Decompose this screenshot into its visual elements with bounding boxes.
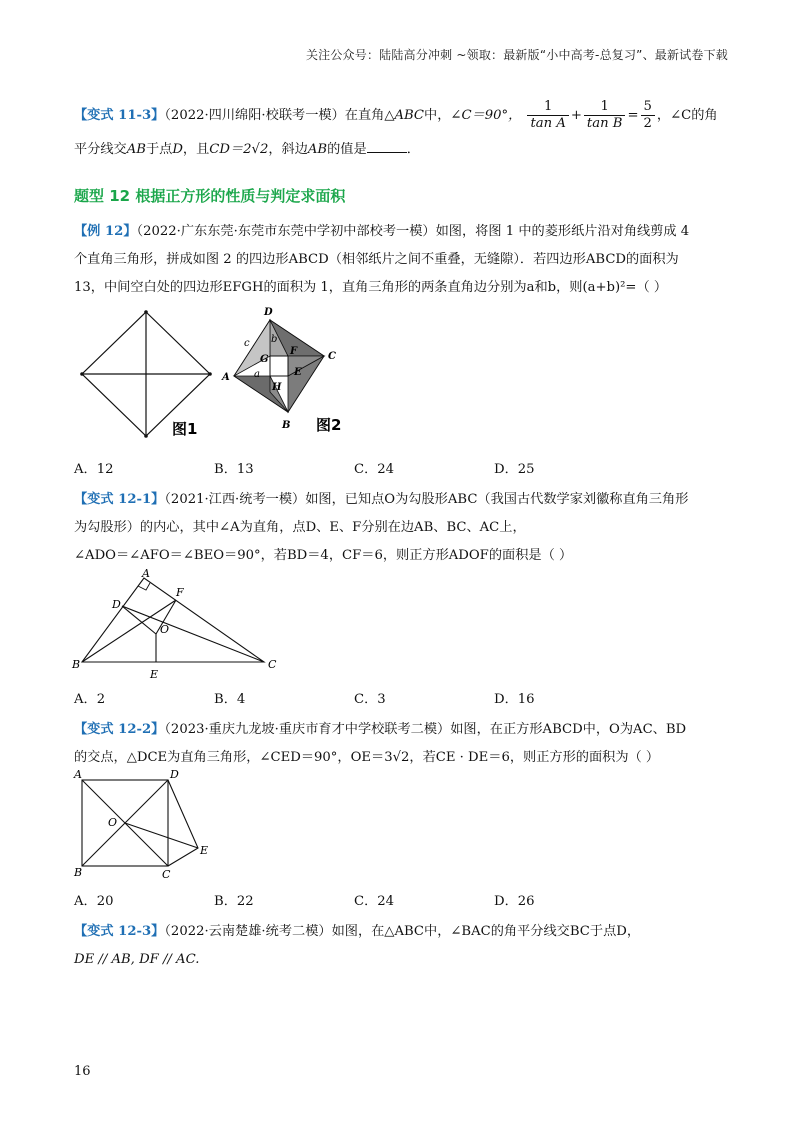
point-label: D [170, 768, 179, 781]
text-run: 中， [424, 108, 451, 123]
point-label: H [272, 382, 282, 393]
question-12-1-line3: ∠ADO＝∠AFO＝∠BEO＝90°，若BD＝4，CF＝6，则正方形ADOF的面积是（ ） [74, 548, 573, 563]
question-12-3-line2: DE // AB, DF // AC. [74, 952, 200, 967]
question-12-1-line2: 为勾股形）的内心，其中∠A为直角，点D、E、F分别在边AB、BC、AC上， [74, 520, 526, 535]
point-label: A [74, 768, 82, 781]
text-run: （2021·江西·统考一模）如图，已知点O为勾股形ABC（我国古代数学家刘徽称直角三角形 [164, 492, 689, 507]
point-label: c [244, 338, 250, 349]
point-label: E [150, 668, 159, 681]
choice-c[interactable]: C．24 [354, 462, 395, 477]
text-run: 的值是 [327, 142, 367, 157]
question-12-2-line1 [74, 716, 730, 744]
fraction-3 [641, 99, 655, 132]
choice-d[interactable]: D．16 [494, 692, 535, 707]
question-12-1-line1 [74, 486, 730, 514]
text-run: （2023·重庆九龙坡·重庆市育才中学校联考二模）如图，在正方形ABCD中，O为AC、BD [164, 722, 687, 737]
choice-b[interactable]: B．22 [214, 894, 254, 909]
operator: = [627, 108, 639, 123]
choice-d[interactable]: D．25 [494, 462, 535, 477]
fraction-2 [584, 99, 626, 132]
point-label: C [268, 658, 277, 671]
math-text: AB [126, 142, 146, 157]
text-run: 于点 [145, 142, 173, 157]
point-label: F [290, 346, 298, 357]
point-label: C [162, 868, 171, 881]
figure-2-pinwheel [221, 307, 341, 434]
point-label: E [294, 367, 302, 378]
example-12-line2: 个直角三角形，拼成如图 2 的四边形ABCD（相邻纸片之间不重叠，无缝隙）．若四边形ABCD的面积为 [74, 252, 679, 267]
figure-1-label: 图1 [172, 420, 198, 438]
choice-c[interactable]: C．24 [354, 894, 395, 909]
numerator: 1 [584, 99, 626, 116]
question-12-2-choices [74, 888, 730, 916]
math-text: ∠C＝90°， [450, 108, 522, 123]
math-text: CD＝2√2 [209, 142, 269, 157]
choice-a[interactable]: A．12 [74, 462, 114, 477]
text-run: 平分线交 [74, 142, 127, 157]
point-label: A [222, 372, 230, 383]
math-text: AB [307, 142, 328, 157]
text-run: ，斜边 [268, 142, 308, 157]
question-12-1-choices [74, 686, 730, 714]
point-label: F [176, 586, 184, 599]
question-11-3-line2 [74, 136, 730, 164]
text-run: （2022·广东东莞·东莞市东莞中学初中部校考一模）如图，将图 1 中的菱形纸片沿对角线剪成 4 [136, 224, 690, 239]
point-label: b [271, 334, 278, 345]
choice-b[interactable]: B．4 [214, 692, 246, 707]
question-12-1-figure [72, 567, 730, 682]
figure-2-label: 图2 [316, 416, 342, 434]
question-12-3-line1 [74, 918, 730, 946]
question-source: （2022·四川绵阳·校联考一模）在直角 [164, 108, 385, 123]
text-run: （2022·云南楚雄·统考二模）如图，在△ABC中，∠BAC的角平分线交BC于点D， [164, 924, 641, 939]
denominator: tan B [586, 116, 623, 131]
example-12-line1 [74, 218, 730, 246]
document-body [74, 96, 730, 974]
question-tag: 【变式 11-3】 [74, 108, 165, 123]
point-label: O [108, 816, 118, 829]
operator: + [570, 108, 582, 123]
question-tag: 【变式 12-3】 [74, 924, 165, 939]
fraction-1 [527, 99, 568, 132]
choice-a[interactable]: A．2 [74, 692, 106, 707]
example-12-line3: 13，中间空白处的四边形EFGH的面积为 1，直角三角形的两条直角边分别为a和b，则(a+b)²=（ ） [74, 280, 668, 295]
page-number: 16 [74, 1064, 91, 1079]
text-run: ，∠C的角 [656, 108, 718, 123]
example-12-figures [74, 302, 730, 452]
question-12-2-line2: 的交点，△DCE为直角三角形，∠CED＝90°，OE＝3√2，若CE · DE＝6，则正方形的面积为（ ） [74, 750, 660, 765]
point-label: B [282, 420, 291, 431]
point-label: a [254, 369, 260, 380]
text-run: ． [406, 142, 420, 157]
text-run: ，且 [182, 142, 210, 157]
point-label: C [328, 351, 336, 362]
choice-b[interactable]: B．13 [214, 462, 254, 477]
numerator: 5 [641, 99, 655, 116]
point-label: A [142, 567, 150, 580]
choice-d[interactable]: D．26 [494, 894, 535, 909]
point-label: D [112, 598, 121, 611]
question-tag: 【例 12】 [74, 224, 137, 239]
point-label: O [160, 623, 170, 636]
figure-1-rhombus [80, 310, 212, 438]
point-label: G [260, 354, 269, 365]
denominator: 2 [643, 116, 652, 131]
example-12-choices [74, 456, 730, 484]
question-tag: 【变式 12-1】 [74, 492, 165, 507]
point-label: E [200, 844, 209, 857]
point-label: B [72, 658, 81, 671]
math-text: △ABC [384, 108, 425, 123]
page-header: 关注公众号：陆陆高分冲刺 ~领取：最新版“小中高考-总复习”、最新试卷下载 [305, 48, 728, 62]
denominator: tan A [530, 116, 566, 131]
math-text: D [172, 142, 183, 157]
choice-a[interactable]: A．20 [74, 894, 114, 909]
section-title: 题型 12 根据正方形的性质与判定求面积 [74, 187, 346, 205]
question-tag: 【变式 12-2】 [74, 722, 165, 737]
point-label: B [74, 866, 83, 879]
question-12-2-figure [74, 768, 730, 884]
point-label: D [264, 307, 273, 318]
numerator: 1 [527, 99, 568, 116]
answer-blank [367, 138, 407, 153]
question-11-3-line1 [74, 96, 730, 136]
choice-c[interactable]: C．3 [354, 692, 386, 707]
